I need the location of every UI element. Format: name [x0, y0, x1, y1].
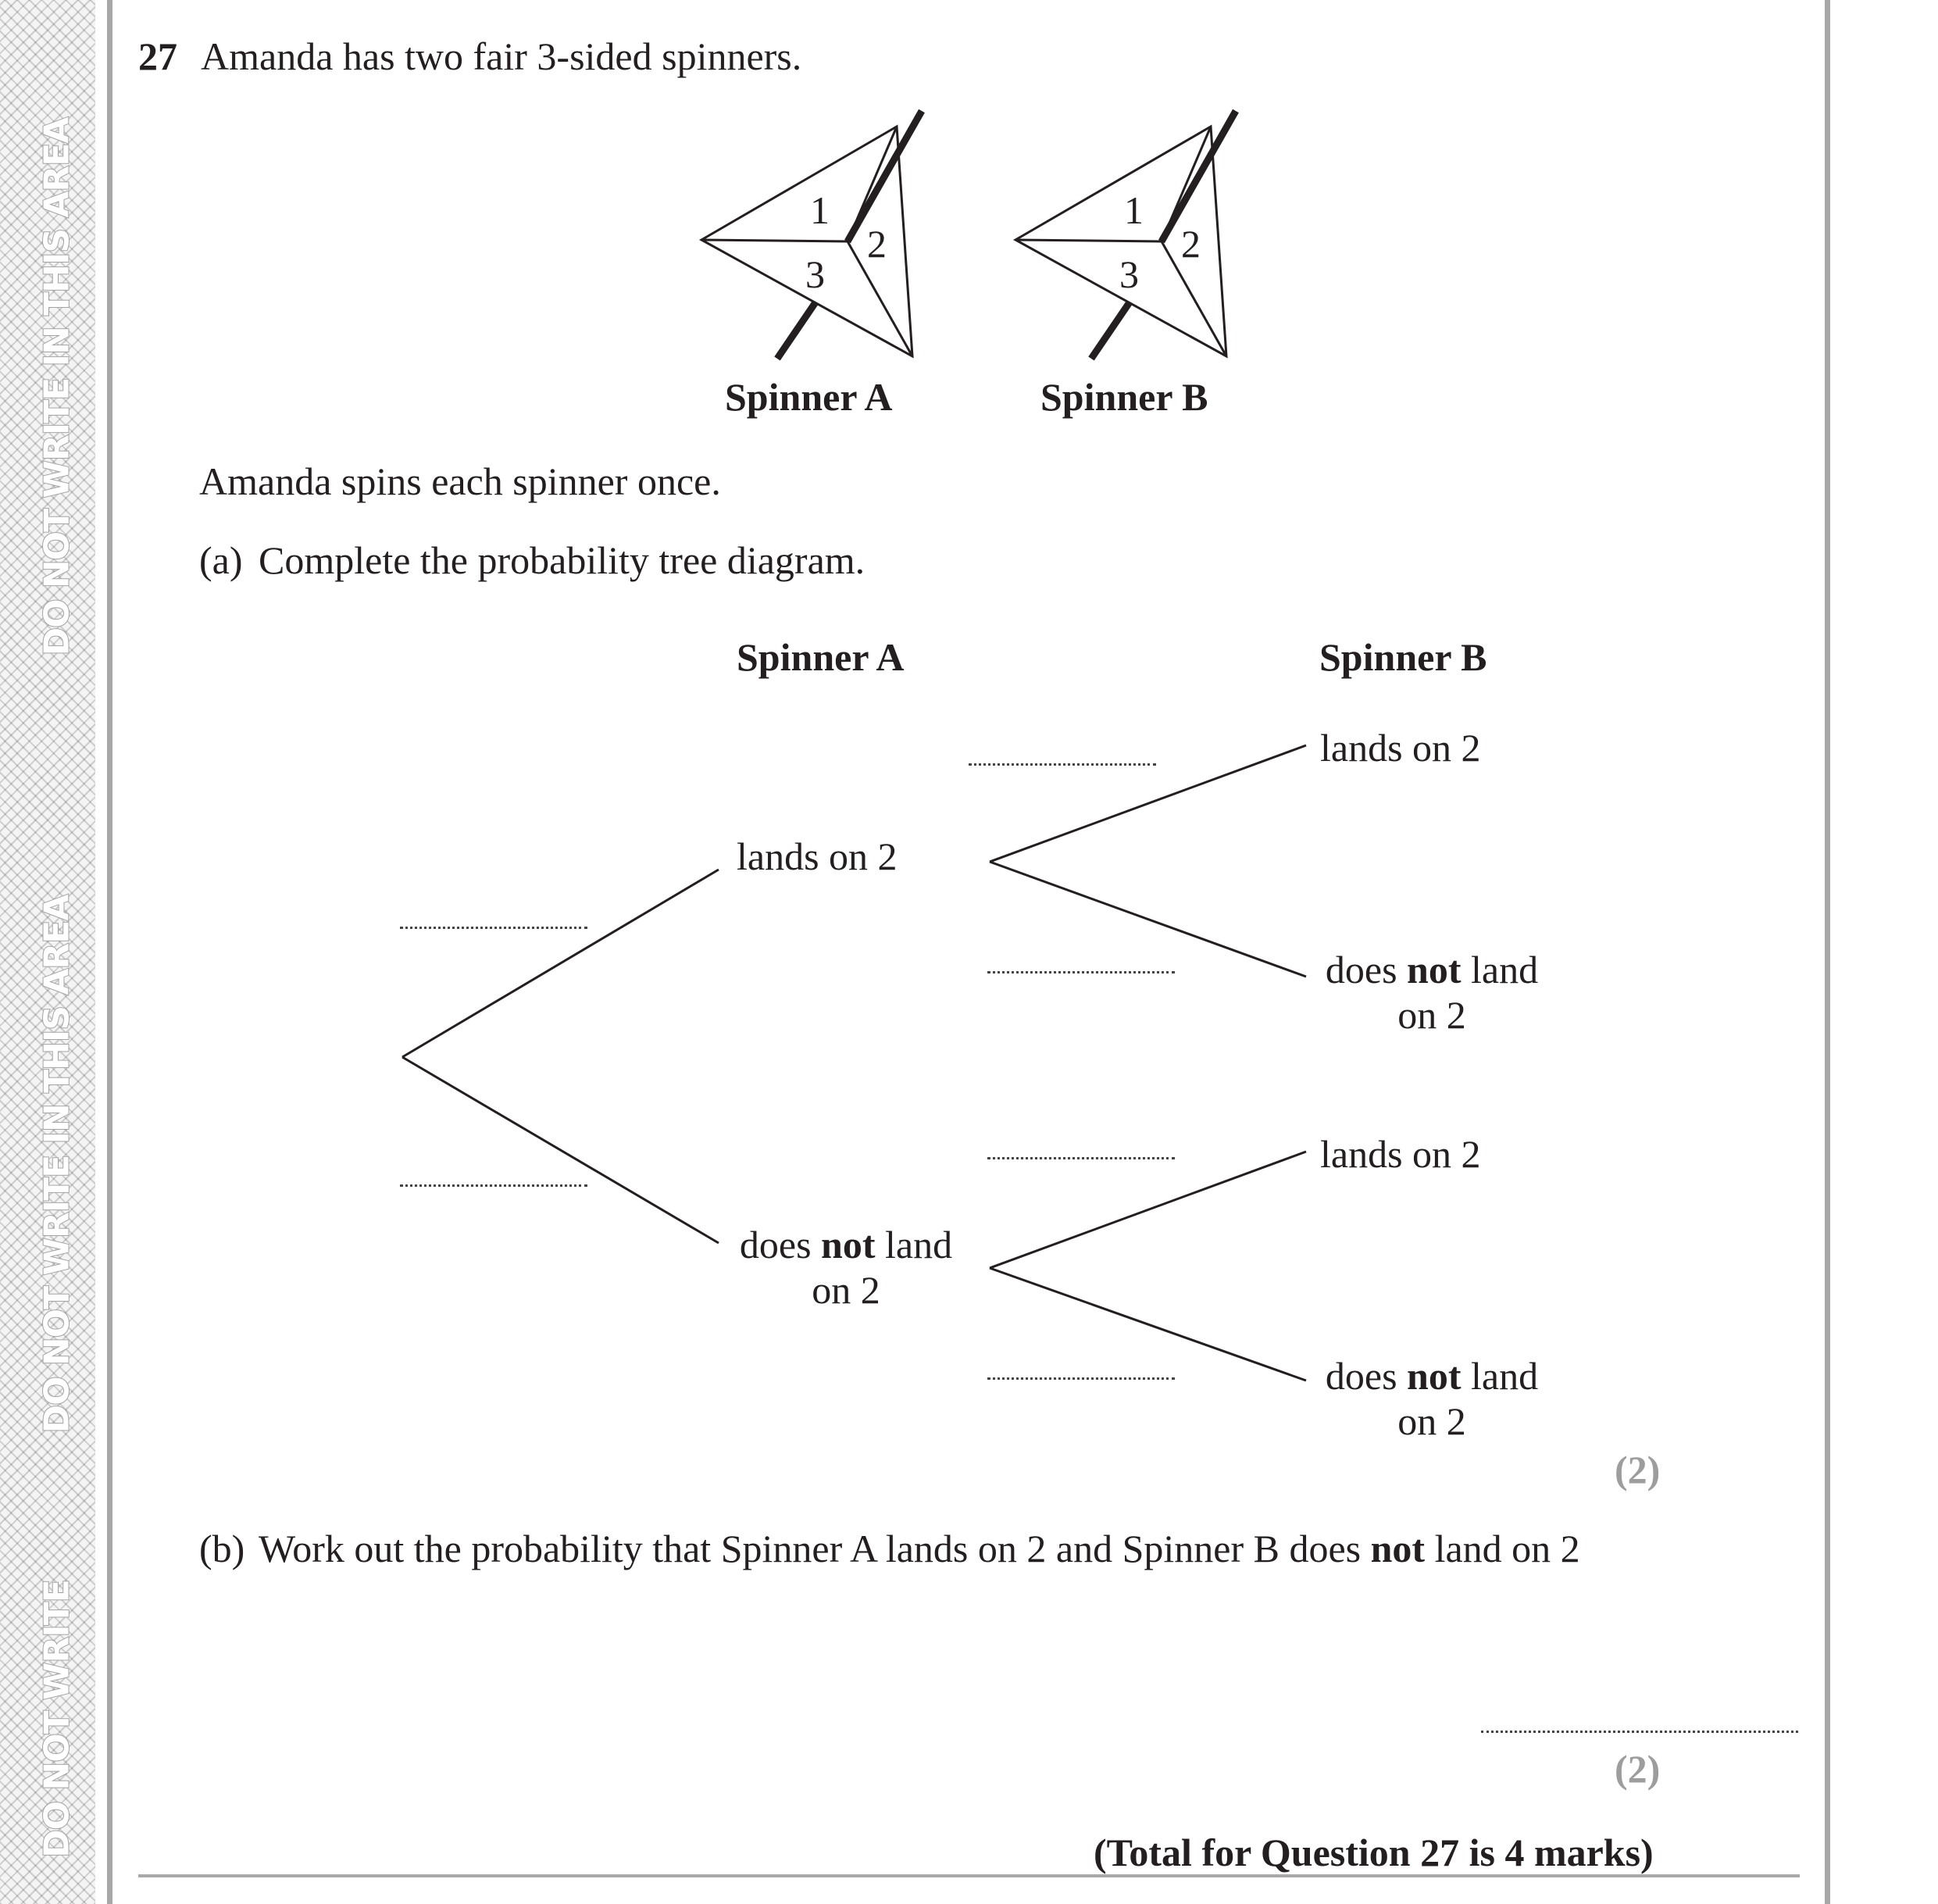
probability-blank-b-not[interactable]	[987, 1377, 1175, 1380]
spinner-b-section-3: 3	[1119, 252, 1139, 296]
part-a-text: Complete the probability tree diagram.	[259, 538, 865, 582]
branch-a-not	[402, 1057, 719, 1243]
branch-a-lands	[402, 870, 719, 1057]
probability-blank-a-not[interactable]	[400, 1184, 587, 1187]
question-number: 27	[138, 34, 177, 78]
outcome-b-lands: lands on 2	[1320, 726, 1481, 770]
branch-b-not	[990, 862, 1306, 977]
margin-warning-label: DO NOT WRITE IN THIS AREA	[37, 117, 77, 656]
part-b-label: (b)	[199, 1527, 245, 1570]
instruction-text: Amanda spins each spinner once.	[199, 459, 721, 503]
probability-blank-a-lands[interactable]	[400, 927, 587, 929]
part-b-text: Work out the probability that Spinner A lands on 2 and Spinner B does not land on 2	[259, 1527, 1580, 1570]
probability-blank-b-not[interactable]	[987, 971, 1175, 973]
spinner-a-caption: Spinner A	[725, 375, 893, 419]
spinner-b-section-1: 1	[1124, 188, 1144, 232]
outcome-b-lands: lands on 2	[1320, 1132, 1481, 1176]
spinner-b-caption: Spinner B	[1040, 375, 1208, 419]
tree-header-spinner-a: Spinner A	[737, 635, 905, 679]
part-b-answer-blank[interactable]	[1481, 1731, 1798, 1733]
spinner-a-section-2: 2	[867, 222, 887, 266]
outcome-b-not: does not land on 2	[1325, 1354, 1539, 1443]
tree-header-spinner-b: Spinner B	[1319, 635, 1487, 679]
spinner-a-section-1: 1	[810, 188, 830, 232]
outcome-a-lands: lands on 2	[737, 834, 898, 878]
margin-warning-label: DO NOT WRITE IN THIS AREA	[37, 895, 77, 1434]
part-b-marks: (2)	[1615, 1747, 1661, 1791]
spinner-b-section-2: 2	[1181, 222, 1201, 266]
outcome-b-not: does not land on 2	[1325, 948, 1539, 1037]
margin-warning-label: DO NOT WRITE	[37, 1580, 77, 1858]
probability-blank-b-lands[interactable]	[969, 763, 1156, 766]
branch-b-lands	[990, 1152, 1306, 1268]
part-a-marks: (2)	[1615, 1448, 1661, 1491]
question-stem: Amanda has two fair 3-sided spinners.	[201, 34, 802, 78]
spinner-b	[1015, 111, 1236, 359]
part-a-label: (a)	[199, 538, 243, 582]
outcome-a-not: does not land on 2	[739, 1223, 953, 1312]
probability-blank-b-lands[interactable]	[987, 1157, 1175, 1159]
spinner-a-section-3: 3	[805, 252, 825, 296]
spinner-a	[701, 111, 922, 359]
question-total: (Total for Question 27 is 4 marks)	[1094, 1831, 1654, 1874]
branch-b-not	[990, 1268, 1306, 1381]
